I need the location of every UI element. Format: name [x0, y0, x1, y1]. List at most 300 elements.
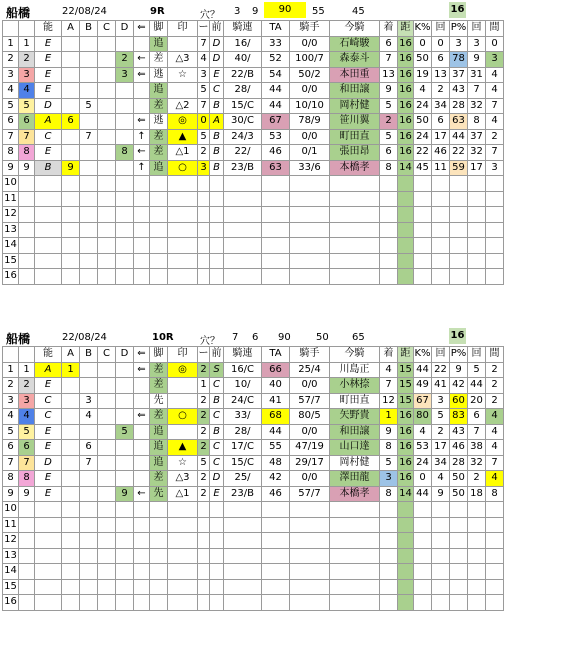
- cell-ta: 46: [262, 145, 290, 161]
- cell-arrow: [134, 98, 150, 114]
- column-header-k-count: 回: [432, 21, 450, 37]
- cell-jockey-name: 笹川翼: [330, 114, 380, 130]
- cell-jockey-name: 町田直: [330, 393, 380, 409]
- cell-arrow: ←: [134, 52, 150, 68]
- cell-dist: 14: [398, 160, 414, 176]
- cell-p-count: 32: [468, 145, 486, 161]
- column-header-frame-no: [19, 347, 35, 363]
- cell-jockey-stats: 25/4: [290, 362, 330, 378]
- cell-dist: 15: [398, 362, 414, 378]
- cell-k-count: [432, 222, 450, 238]
- table-row: [3, 253, 504, 269]
- cell-ta: 40: [262, 378, 290, 394]
- cell-jockey-combo: 23/B: [224, 160, 262, 176]
- cell-interval: 2: [486, 378, 504, 394]
- cell-p-pct: [450, 253, 468, 269]
- cell-d-col: [116, 595, 134, 611]
- cell-frame-no: 1: [19, 362, 35, 378]
- cell-dist: 16: [398, 455, 414, 471]
- cell-finish: [380, 564, 398, 580]
- cell-a-col: [62, 579, 80, 595]
- cell-k-count: 11: [432, 160, 450, 176]
- cell-jockey-name: [330, 253, 380, 269]
- cell-interval: 8: [486, 486, 504, 502]
- cell-prev: B: [210, 393, 224, 409]
- cell-interval: [486, 253, 504, 269]
- cell-p-count: [468, 517, 486, 533]
- column-header-ability: 能: [35, 347, 62, 363]
- cell-finish: [380, 191, 398, 207]
- cell-dash: [198, 533, 210, 549]
- cell-jockey-name: 矢野貴: [330, 409, 380, 425]
- cell-k-count: 6: [432, 114, 450, 130]
- table-row: [3, 176, 504, 192]
- cell-a-col: [62, 424, 80, 440]
- cell-prev: [210, 222, 224, 238]
- cell-interval: [486, 595, 504, 611]
- column-header-d-col: D: [116, 347, 134, 363]
- cell-interval: [486, 533, 504, 549]
- cell-a-col: [62, 269, 80, 285]
- cell-p-count: [468, 533, 486, 549]
- cell-interval: [486, 579, 504, 595]
- cell-p-count: [468, 269, 486, 285]
- cell-p-count: [468, 222, 486, 238]
- cell-row-no: 10: [3, 502, 19, 518]
- cell-jockey-combo: [224, 579, 262, 595]
- cell-mark: ▲: [168, 440, 198, 456]
- cell-k-pct: 4: [414, 83, 432, 99]
- cell-jockey-name: [330, 176, 380, 192]
- cell-p-pct: 28: [450, 455, 468, 471]
- cell-c-col: [98, 222, 116, 238]
- cell-interval: 4: [486, 471, 504, 487]
- cell-d-col: [116, 378, 134, 394]
- cell-style: 差: [150, 362, 168, 378]
- cell-arrow: ↑: [134, 129, 150, 145]
- cell-k-count: [432, 579, 450, 595]
- cell-a-col: 6: [62, 114, 80, 130]
- cell-mark: ◎: [168, 362, 198, 378]
- cell-dash: 0: [198, 114, 210, 130]
- cell-mark: [168, 564, 198, 580]
- cell-p-count: [468, 548, 486, 564]
- cell-k-count: 5: [432, 409, 450, 425]
- cell-p-pct: 43: [450, 424, 468, 440]
- cell-style: [150, 207, 168, 223]
- cell-ability: [35, 517, 62, 533]
- cell-frame-no: 8: [19, 471, 35, 487]
- cell-ta: 54: [262, 67, 290, 83]
- cell-finish: 9: [380, 424, 398, 440]
- cell-mark: ○: [168, 160, 198, 176]
- cell-k-pct: [414, 595, 432, 611]
- cell-k-count: [432, 548, 450, 564]
- cell-k-pct: [414, 222, 432, 238]
- cell-dash: [198, 517, 210, 533]
- cell-jockey-combo: [224, 517, 262, 533]
- cell-mark: [168, 191, 198, 207]
- hole-label: 穴？: [200, 336, 220, 347]
- cell-ta: 42: [262, 471, 290, 487]
- cell-finish: 13: [380, 67, 398, 83]
- cell-d-col: 9: [116, 486, 134, 502]
- cell-c-col: [98, 378, 116, 394]
- cell-row-no: 16: [3, 595, 19, 611]
- cell-dist: [398, 579, 414, 595]
- cell-ability: C: [35, 393, 62, 409]
- cell-jockey-combo: [224, 253, 262, 269]
- cell-prev: [210, 238, 224, 254]
- cell-jockey-combo: 28/: [224, 83, 262, 99]
- cell-k-count: 6: [432, 52, 450, 68]
- cell-ta: 48: [262, 455, 290, 471]
- cell-ta: [262, 253, 290, 269]
- cell-prev: [210, 533, 224, 549]
- cell-k-count: 2: [432, 424, 450, 440]
- cell-prev: [210, 269, 224, 285]
- cell-mark: △1: [168, 145, 198, 161]
- cell-prev: C: [210, 440, 224, 456]
- table-row: [3, 409, 504, 425]
- cell-ability: E: [35, 424, 62, 440]
- cell-p-count: 7: [468, 83, 486, 99]
- cell-d-col: [116, 564, 134, 580]
- cell-p-count: 8: [468, 114, 486, 130]
- cell-frame-no: 4: [19, 83, 35, 99]
- cell-dist: 16: [398, 145, 414, 161]
- distance-badge: 16: [449, 328, 466, 344]
- cell-interval: [486, 517, 504, 533]
- cell-jockey-name: [330, 579, 380, 595]
- cell-interval: [486, 548, 504, 564]
- cell-k-count: [432, 269, 450, 285]
- venue-label: 船橋: [6, 6, 31, 20]
- cell-jockey-combo: [224, 595, 262, 611]
- cell-p-count: 44: [468, 378, 486, 394]
- table-row: [3, 52, 504, 68]
- cell-p-count: 9: [468, 52, 486, 68]
- cell-frame-no: [19, 207, 35, 223]
- cell-p-pct: 44: [450, 129, 468, 145]
- cell-dist: [398, 517, 414, 533]
- cell-ability: [35, 269, 62, 285]
- cell-mark: [168, 36, 198, 52]
- cell-style: 追: [150, 440, 168, 456]
- cell-mark: △3: [168, 52, 198, 68]
- cell-jockey-stats: [290, 191, 330, 207]
- column-header-jockey-stats: 騎手: [290, 21, 330, 37]
- cell-a-col: [62, 253, 80, 269]
- cell-ability: [35, 176, 62, 192]
- cell-k-count: 4: [432, 471, 450, 487]
- cell-arrow: [134, 83, 150, 99]
- race-sheet-9r: [2, 2, 570, 285]
- cell-jockey-name: 川島正: [330, 362, 380, 378]
- cell-mark: [168, 238, 198, 254]
- cell-k-pct: 50: [414, 114, 432, 130]
- cell-c-col: [98, 595, 116, 611]
- cell-jockey-combo: 22/B: [224, 67, 262, 83]
- cell-prev: [210, 595, 224, 611]
- cell-ability: A: [35, 114, 62, 130]
- venue-label: 船橋: [6, 332, 31, 346]
- cell-p-count: [468, 253, 486, 269]
- cell-style: 逃: [150, 67, 168, 83]
- cell-jockey-name: [330, 269, 380, 285]
- table-row: [3, 269, 504, 285]
- cell-arrow: [134, 579, 150, 595]
- cell-ta: 41: [262, 393, 290, 409]
- cell-a-col: [62, 502, 80, 518]
- cell-frame-no: [19, 579, 35, 595]
- cell-jockey-stats: [290, 222, 330, 238]
- cell-jockey-name: [330, 533, 380, 549]
- cell-finish: [380, 502, 398, 518]
- cell-k-count: [432, 517, 450, 533]
- cell-style: 追: [150, 36, 168, 52]
- column-header-arrow: ⇐: [134, 347, 150, 363]
- cell-d-col: [116, 207, 134, 223]
- cell-jockey-stats: 33/6: [290, 160, 330, 176]
- cell-k-pct: [414, 564, 432, 580]
- cell-a-col: [62, 533, 80, 549]
- cell-frame-no: 1: [19, 36, 35, 52]
- cell-jockey-stats: 0/0: [290, 36, 330, 52]
- cell-ability: E: [35, 378, 62, 394]
- cell-row-no: 16: [3, 269, 19, 285]
- table-row: [3, 378, 504, 394]
- cell-jockey-name: 本橋孝: [330, 160, 380, 176]
- hole-label: 穴？: [200, 10, 220, 21]
- cell-p-pct: [450, 502, 468, 518]
- cell-b-col: [80, 36, 98, 52]
- cell-a-col: [62, 409, 80, 425]
- cell-a-col: [62, 129, 80, 145]
- cell-k-pct: [414, 238, 432, 254]
- cell-a-col: [62, 222, 80, 238]
- cell-ability: E: [35, 52, 62, 68]
- cell-p-pct: [450, 191, 468, 207]
- cell-mark: [168, 595, 198, 611]
- cell-jockey-combo: [224, 222, 262, 238]
- cell-d-col: [116, 502, 134, 518]
- cell-a-col: [62, 455, 80, 471]
- cell-b-col: [80, 517, 98, 533]
- cell-k-count: [432, 176, 450, 192]
- cell-ta: 66: [262, 362, 290, 378]
- cell-p-pct: [450, 564, 468, 580]
- cell-p-pct: 9: [450, 362, 468, 378]
- cell-style: [150, 238, 168, 254]
- cell-jockey-name: 本田重: [330, 67, 380, 83]
- cell-b-col: [80, 378, 98, 394]
- cell-a-col: [62, 207, 80, 223]
- cell-style: 追: [150, 424, 168, 440]
- cell-style: [150, 595, 168, 611]
- cell-c-col: [98, 238, 116, 254]
- cell-k-pct: 24: [414, 98, 432, 114]
- column-header-ta: TA: [262, 347, 290, 363]
- cell-d-col: [116, 83, 134, 99]
- cell-p-pct: 3: [450, 36, 468, 52]
- cell-interval: [486, 502, 504, 518]
- cell-arrow: ⇐: [134, 362, 150, 378]
- cell-jockey-combo: 16/: [224, 36, 262, 52]
- column-header-prev: 前: [210, 347, 224, 363]
- cell-dash: [198, 238, 210, 254]
- cell-jockey-stats: [290, 517, 330, 533]
- cell-dash: [198, 191, 210, 207]
- table-row: [3, 579, 504, 595]
- cell-dist: [398, 502, 414, 518]
- cell-finish: [380, 238, 398, 254]
- cell-jockey-stats: [290, 564, 330, 580]
- cell-ta: [262, 191, 290, 207]
- cell-interval: [486, 176, 504, 192]
- cell-arrow: ↑: [134, 160, 150, 176]
- table-row: [3, 517, 504, 533]
- cell-row-no: 15: [3, 579, 19, 595]
- cell-frame-no: [19, 191, 35, 207]
- cell-frame-no: 3: [19, 67, 35, 83]
- cell-finish: 2: [380, 114, 398, 130]
- cell-row-no: 15: [3, 253, 19, 269]
- cell-jockey-combo: [224, 238, 262, 254]
- column-header-c-col: C: [98, 21, 116, 37]
- column-header-mark: 印: [168, 347, 198, 363]
- cell-style: 先: [150, 393, 168, 409]
- cell-arrow: [134, 455, 150, 471]
- cell-frame-no: [19, 238, 35, 254]
- cell-k-pct: [414, 517, 432, 533]
- cell-ta: [262, 548, 290, 564]
- cell-arrow: ←: [134, 486, 150, 502]
- cell-mark: ☆: [168, 67, 198, 83]
- cell-dist: [398, 238, 414, 254]
- cell-ability: [35, 533, 62, 549]
- cell-d-col: [116, 222, 134, 238]
- cell-interval: [486, 238, 504, 254]
- cell-ta: 53: [262, 129, 290, 145]
- cell-dash: 5: [198, 455, 210, 471]
- cell-finish: 12: [380, 393, 398, 409]
- cell-a-col: [62, 238, 80, 254]
- cell-jockey-combo: 16/C: [224, 362, 262, 378]
- cell-prev: [210, 191, 224, 207]
- cell-a-col: [62, 191, 80, 207]
- cell-c-col: [98, 455, 116, 471]
- cell-prev: C: [210, 409, 224, 425]
- cell-interval: [486, 269, 504, 285]
- cell-a-col: [62, 517, 80, 533]
- cell-dist: [398, 191, 414, 207]
- cell-p-pct: 60: [450, 393, 468, 409]
- cell-jockey-combo: 25/: [224, 471, 262, 487]
- cell-k-count: 46: [432, 145, 450, 161]
- cell-prev: C: [210, 455, 224, 471]
- cell-k-count: [432, 207, 450, 223]
- cell-arrow: [134, 207, 150, 223]
- cell-frame-no: 8: [19, 145, 35, 161]
- cell-jockey-stats: [290, 595, 330, 611]
- cell-dash: 2: [198, 409, 210, 425]
- cell-jockey-combo: 15/C: [224, 98, 262, 114]
- cell-b-col: 5: [80, 98, 98, 114]
- header-n4: 50: [316, 332, 329, 343]
- cell-style: [150, 579, 168, 595]
- cell-dash: [198, 548, 210, 564]
- cell-ability: E: [35, 471, 62, 487]
- cell-row-no: 5: [3, 424, 19, 440]
- column-header-mark: 印: [168, 21, 198, 37]
- cell-ta: [262, 238, 290, 254]
- cell-row-no: 10: [3, 176, 19, 192]
- cell-ta: [262, 564, 290, 580]
- cell-k-pct: 0: [414, 36, 432, 52]
- table-row: [3, 129, 504, 145]
- cell-style: 追: [150, 160, 168, 176]
- cell-finish: 8: [380, 160, 398, 176]
- cell-frame-no: 3: [19, 393, 35, 409]
- cell-p-count: 17: [468, 160, 486, 176]
- table-row: [3, 67, 504, 83]
- cell-k-count: [432, 595, 450, 611]
- cell-interval: 2: [486, 362, 504, 378]
- cell-jockey-combo: 17/C: [224, 440, 262, 456]
- cell-k-pct: [414, 269, 432, 285]
- column-header-b-col: B: [80, 21, 98, 37]
- column-header-prev: 前: [210, 21, 224, 37]
- cell-interval: [486, 191, 504, 207]
- cell-c-col: [98, 440, 116, 456]
- cell-p-count: 38: [468, 440, 486, 456]
- cell-p-pct: 28: [450, 98, 468, 114]
- column-header-interval: 間: [486, 21, 504, 37]
- cell-dist: [398, 253, 414, 269]
- cell-k-count: 2: [432, 83, 450, 99]
- cell-k-count: 3: [432, 393, 450, 409]
- cell-b-col: [80, 176, 98, 192]
- cell-row-no: 11: [3, 191, 19, 207]
- cell-a-col: [62, 378, 80, 394]
- cell-prev: B: [210, 160, 224, 176]
- cell-c-col: [98, 176, 116, 192]
- cell-jockey-stats: 0/0: [290, 129, 330, 145]
- cell-dist: 16: [398, 129, 414, 145]
- cell-jockey-stats: 80/5: [290, 409, 330, 425]
- cell-jockey-name: [330, 207, 380, 223]
- cell-p-pct: 43: [450, 83, 468, 99]
- cell-jockey-name: 本橋孝: [330, 486, 380, 502]
- cell-jockey-name: 町田直: [330, 129, 380, 145]
- cell-row-no: 12: [3, 207, 19, 223]
- cell-a-col: [62, 52, 80, 68]
- table-row: [3, 533, 504, 549]
- cell-row-no: 5: [3, 98, 19, 114]
- cell-jockey-name: 和田譲: [330, 424, 380, 440]
- cell-b-col: 3: [80, 393, 98, 409]
- cell-row-no: 2: [3, 378, 19, 394]
- cell-k-count: [432, 502, 450, 518]
- cell-mark: [168, 269, 198, 285]
- cell-b-col: [80, 564, 98, 580]
- cell-ta: [262, 207, 290, 223]
- cell-row-no: 3: [3, 393, 19, 409]
- cell-c-col: [98, 424, 116, 440]
- cell-p-pct: 42: [450, 378, 468, 394]
- cell-arrow: [134, 440, 150, 456]
